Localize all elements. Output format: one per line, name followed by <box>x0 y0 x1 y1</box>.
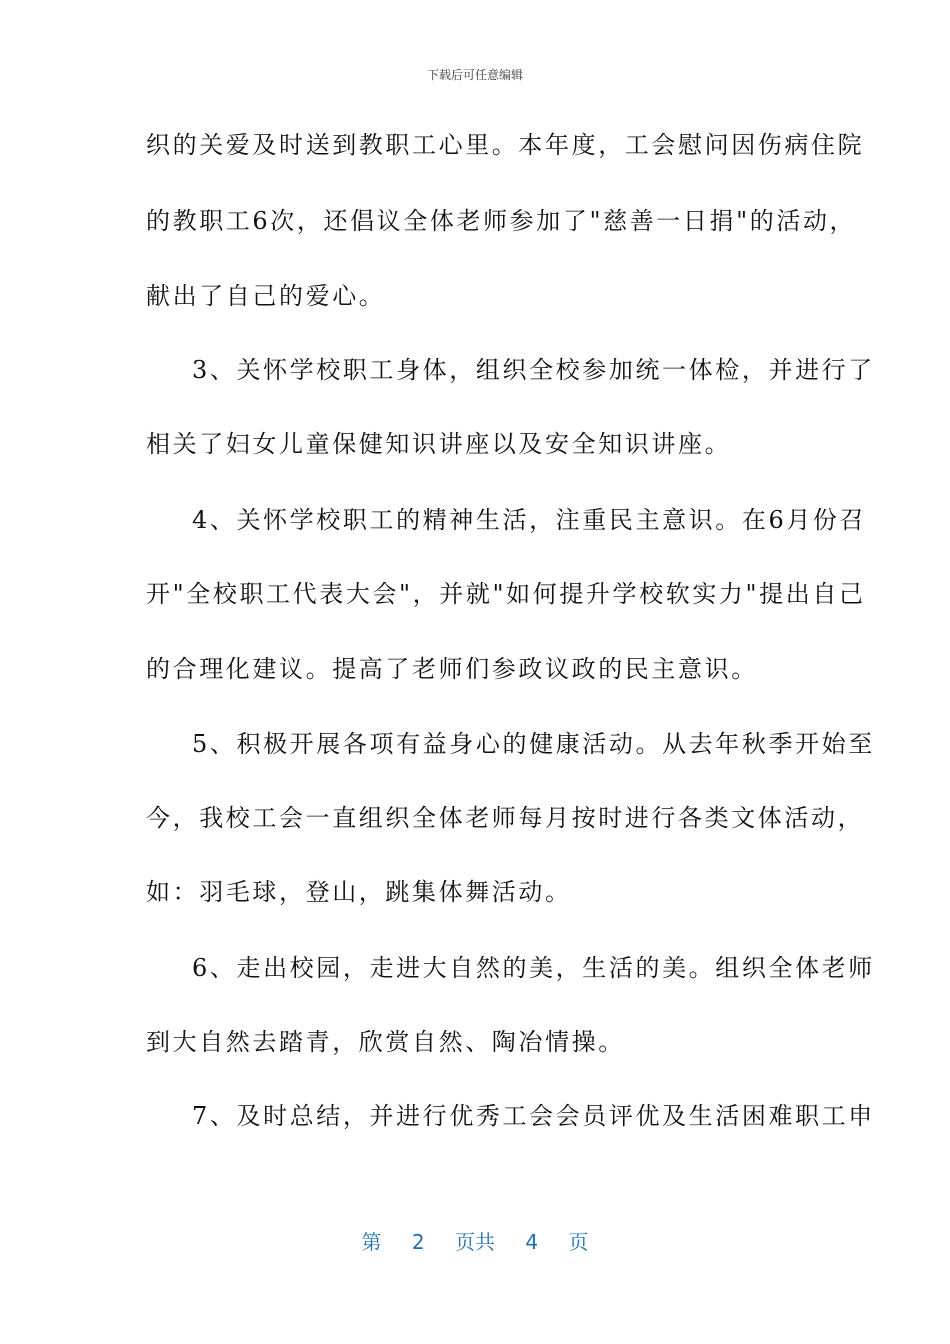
page-footer <box>0 1226 950 1255</box>
text-line: 的教职工6次，还倡议全体老师参加了"慈善一日捐"的活动， <box>146 207 857 235</box>
paragraph-4-start: 4、关怀学校职工的精神生活，注重民主意识。在6月份召 <box>192 506 867 534</box>
footer-prefix: 第 <box>361 1230 382 1254</box>
page-header: 下载后可任意编辑 <box>426 68 523 82</box>
paragraph-3-start: 3、关怀学校职工身体，组织全校参加统一体检，并进行了 <box>192 356 875 384</box>
total-page-number: 4 <box>525 1230 539 1254</box>
current-page-number: 2 <box>411 1230 425 1254</box>
text-line: 相关了妇女儿童保健知识讲座以及安全知识讲座。 <box>146 430 732 458</box>
paragraph-6-start: 6、走出校园，走进大自然的美，生活的美。组织全体老师 <box>192 954 875 982</box>
footer-suffix: 页 <box>568 1230 589 1254</box>
paragraph-7-start: 7、及时总结，并进行优秀工会会员评优及生活困难职工申 <box>192 1102 875 1130</box>
text-line: 的合理化建议。提高了老师们参政议政的民主意识。 <box>146 655 758 683</box>
text-line: 如：羽毛球，登山，跳集体舞活动。 <box>146 878 572 906</box>
text-line: 织的关爱及时送到教职工心里。本年度，工会慰问因伤病住院 <box>146 131 865 159</box>
footer-middle: 页共 <box>455 1230 495 1254</box>
text-line: 到大自然去踏青，欣赏自然、陶冶情操。 <box>146 1028 625 1056</box>
text-line: 今，我校工会一直组织全体老师每月按时进行各类文体活动， <box>146 804 865 832</box>
paragraph-5-start: 5、积极开展各项有益身心的健康活动。从去年秋季开始至 <box>192 730 875 758</box>
text-line: 献出了自己的爱心。 <box>146 282 386 310</box>
text-line: 开"全校职工代表大会"，并就"如何提升学校软实力"提出自己 <box>146 580 866 608</box>
